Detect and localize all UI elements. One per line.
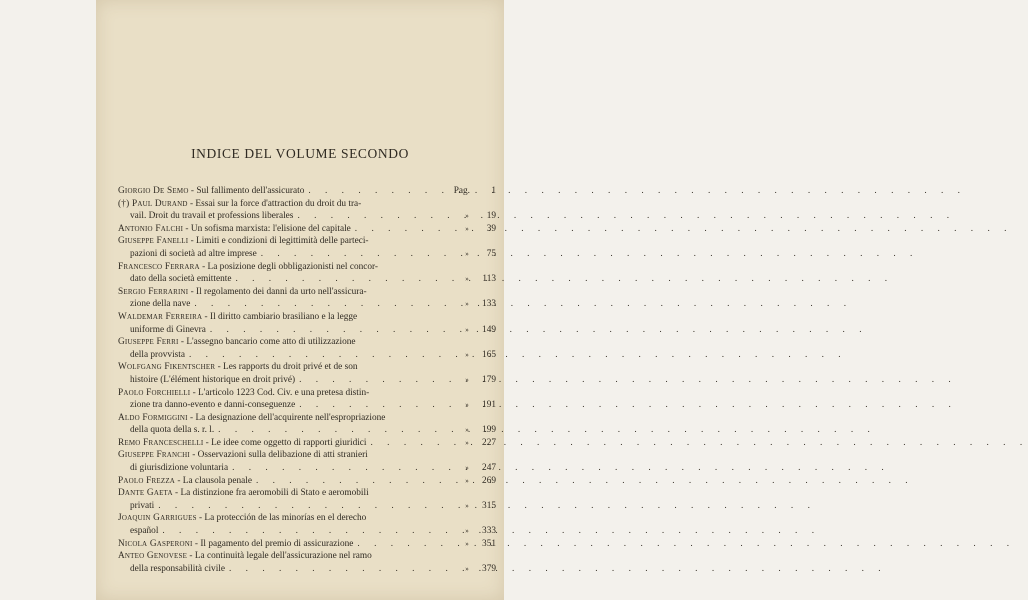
toc-title-text: di giurisdizione voluntaria	[130, 463, 229, 474]
ditto-mark: »	[465, 325, 469, 334]
toc-author: Giorgio De Semo	[118, 186, 189, 196]
ditto-mark: »	[465, 224, 469, 233]
toc-entry-text	[130, 525, 158, 538]
ditto-mark: »	[465, 275, 469, 284]
dot-leader	[225, 563, 460, 576]
toc-entry-line	[118, 437, 496, 450]
dot-leader	[257, 248, 460, 261]
toc-entry-line	[118, 286, 496, 299]
toc-entry-line	[118, 261, 496, 274]
toc-author: Giuseppe Franchi	[118, 450, 190, 461]
toc-title-text: - Essai sur la force d'attraction du droit du tra-	[187, 198, 362, 209]
page-number: 247	[482, 463, 496, 474]
toc-title-text: - La posizione degli obbligazionisti nel concor-	[199, 261, 379, 272]
toc-entry-line	[118, 512, 496, 525]
toc-author: Sergio Ferrarini	[118, 286, 189, 297]
toc-entry	[118, 223, 496, 236]
toc-title-text: español	[130, 526, 159, 537]
toc-entry-continuation	[118, 399, 496, 412]
toc-entry-text	[118, 437, 367, 450]
toc-title-text: - Limiti e condizioni di legittimità delle parteci-	[188, 236, 369, 247]
ditto-mark: »	[465, 350, 469, 359]
toc-entry-continuation	[118, 248, 496, 261]
ditto-mark: »	[465, 539, 469, 548]
toc-entry	[118, 387, 496, 412]
toc-title-text: della provvista	[130, 349, 185, 360]
ditto-mark: »	[465, 464, 469, 473]
dot-leader	[190, 298, 460, 311]
ditto-mark: »	[465, 501, 469, 510]
toc-entry-text	[118, 449, 368, 462]
toc-entry-text	[130, 248, 257, 261]
toc-entry-text	[118, 512, 366, 525]
toc-entry-text	[118, 361, 358, 374]
toc-entry	[118, 286, 496, 311]
toc-author: Antonio Falchi	[118, 223, 184, 234]
dot-leader	[214, 424, 460, 437]
toc-title-text: - La protección de las minorías en el derecho	[196, 513, 367, 524]
ditto-mark: »	[465, 426, 469, 435]
toc-entry-continuation	[118, 273, 496, 286]
toc-title-text: uniforme di Ginevra	[130, 324, 206, 335]
page-number: 315	[482, 500, 496, 511]
page-number: 179	[482, 374, 496, 385]
toc-title-text: - Les rapports du droit privé et de son	[215, 362, 358, 373]
toc-title-text: - Il pagamento del premio di assicurazione	[192, 538, 354, 549]
toc-entry-continuation	[118, 210, 496, 223]
dot-leader	[353, 538, 460, 551]
toc-entry-text	[130, 349, 185, 362]
toc-entry-line	[118, 311, 496, 324]
toc-title-text: vail. Droit du travail et professions liberales	[130, 211, 294, 222]
toc-entry	[118, 550, 496, 575]
toc-entry-text	[130, 210, 293, 223]
dot-leader	[158, 525, 460, 538]
toc-title-text: - La distinzione fra aeromobili di Stato e aeromobili	[172, 488, 369, 499]
toc-title-text: - L'assegno bancario come atto di utilizzazione	[178, 337, 356, 348]
toc-title-text: - Un sofisma marxista: l'elisione del capitale	[183, 223, 351, 234]
page-number: 1	[491, 186, 496, 196]
book-page	[96, 0, 504, 600]
ditto-mark: »	[465, 438, 469, 447]
toc-author: Waldemar Ferreira	[118, 311, 203, 322]
toc-entry	[118, 311, 496, 336]
ditto-mark: »	[465, 375, 469, 384]
toc-entry-continuation	[118, 424, 496, 437]
toc-entry	[118, 235, 496, 260]
toc-entry-line	[118, 198, 496, 211]
toc-entry-text	[130, 324, 206, 337]
toc-entry	[118, 449, 496, 474]
toc-entry-continuation	[118, 462, 496, 475]
page-number: 191	[482, 400, 496, 411]
toc-entry	[118, 261, 496, 286]
toc-entry-text	[130, 298, 190, 311]
toc-entry-continuation	[118, 563, 496, 576]
ditto-mark: »	[465, 249, 469, 258]
ditto-mark: »	[465, 564, 469, 573]
toc-entry	[118, 437, 496, 450]
toc-title-text: - La clausola penale	[175, 475, 252, 486]
toc-entry-text	[130, 563, 225, 576]
toc-entry	[118, 361, 496, 386]
toc-entry-text	[130, 462, 228, 475]
toc-entry-line	[118, 336, 496, 349]
toc-author: Dante Gaeta	[118, 488, 173, 499]
toc-entry-continuation	[118, 324, 496, 337]
dot-leader	[252, 475, 460, 488]
toc-entry-text	[118, 387, 369, 400]
toc-entry-continuation	[118, 298, 496, 311]
page-number: 165	[482, 349, 496, 360]
toc-title-text: della quota della s. r. l.	[130, 425, 215, 436]
page-number: 149	[482, 324, 496, 335]
toc-author: Nicola Gasperoni	[118, 538, 193, 549]
ditto-mark: »	[465, 401, 469, 410]
toc-entry-text	[118, 550, 372, 563]
toc-entry-line	[118, 538, 496, 551]
toc-title-text: zione della nave	[130, 299, 191, 310]
toc-entry-text	[118, 336, 356, 349]
toc-entry-line	[118, 412, 496, 425]
toc-author: Giuseppe Fanelli	[118, 236, 189, 247]
toc-entry-text	[118, 235, 369, 248]
toc-author: Remo Franceschelli	[118, 437, 204, 448]
dot-leader	[351, 223, 460, 236]
toc-author: Paolo Frezza	[118, 475, 176, 486]
page-number: 227	[482, 437, 496, 448]
toc-title-text: zione tra danno-evento e danni-conseguenze	[130, 400, 296, 411]
toc-title-text: - Osservazioni sulla delibazione di atti stranieri	[189, 450, 368, 461]
toc-title-text: - Sul fallimento dell'assicurato	[188, 186, 305, 196]
toc-title-text: - Il regolamento dei danni da urto nell'assicura-	[188, 286, 367, 297]
toc-title-text: - L'articolo 1223 Cod. Civ. e una pretesa distin-	[190, 387, 370, 398]
toc-entry-line	[118, 475, 496, 488]
table-of-contents	[118, 185, 496, 575]
toc-entry-continuation	[118, 500, 496, 513]
page-number: 75	[486, 248, 496, 259]
ditto-mark: »	[465, 212, 469, 221]
toc-entry-line	[118, 449, 496, 462]
dot-leader	[295, 399, 460, 412]
toc-author: Aldo Formiggini	[118, 412, 188, 423]
toc-entry	[118, 412, 496, 437]
toc-entry-text	[118, 487, 369, 500]
ditto-mark: »	[465, 527, 469, 536]
toc-title-text: - Le idee come oggetto di rapporti giuridici	[203, 437, 367, 448]
page-number: 113	[482, 274, 496, 285]
toc-entry-text	[118, 311, 357, 324]
dot-leader	[185, 349, 460, 362]
page-number: 19	[486, 211, 496, 222]
toc-entry-text	[118, 538, 353, 551]
toc-entry-text	[130, 374, 295, 387]
toc-entry-line	[118, 487, 496, 500]
toc-title-text: privati	[130, 500, 155, 511]
toc-entry	[118, 538, 496, 551]
toc-entry	[118, 336, 496, 361]
toc-entry-text	[118, 475, 252, 488]
toc-title-text: histoire (L'élément historique en droit privé)	[130, 374, 296, 385]
page-number: 351	[482, 538, 496, 549]
page-number: 199	[482, 425, 496, 436]
toc-entry-text	[118, 185, 304, 198]
toc-author: Wolfgang Fikentscher	[118, 362, 216, 373]
dot-leader	[231, 273, 460, 286]
page-number: 333	[482, 526, 496, 537]
toc-entry	[118, 487, 496, 512]
toc-entry	[118, 185, 496, 198]
toc-entry-text	[118, 261, 378, 274]
toc-entry-line	[118, 223, 496, 236]
toc-entry	[118, 512, 496, 537]
toc-entry-text	[130, 273, 231, 286]
toc-entry	[118, 475, 496, 488]
toc-entry-line	[118, 387, 496, 400]
toc-title-text: della responsabilità civile	[130, 563, 226, 574]
dot-leader	[293, 210, 460, 223]
page-label: Pag.	[453, 186, 470, 196]
dot-leader	[154, 500, 460, 513]
toc-entry-text	[118, 198, 361, 211]
toc-author: Francesco Ferrara	[118, 261, 200, 272]
toc-entry-line	[118, 235, 496, 248]
ditto-mark: »	[465, 476, 469, 485]
toc-title-text: dato della società emittente	[130, 274, 232, 285]
toc-entry	[118, 198, 496, 223]
page-number: 269	[482, 475, 496, 486]
page-title: INDICE DEL VOLUME SECONDO	[191, 146, 409, 161]
toc-entry-continuation	[118, 374, 496, 387]
toc-title-text: - La continuità legale dell'assicurazione nel ramo	[187, 551, 372, 562]
ditto-mark: »	[465, 300, 469, 309]
toc-entry-text	[130, 424, 214, 437]
dot-leader	[206, 324, 460, 337]
toc-author: (†) Paul Durand	[118, 198, 188, 209]
toc-author: Joaquin Garrigues	[118, 513, 197, 524]
toc-author: Paolo Forchielli	[118, 387, 191, 398]
toc-entry-text	[118, 223, 351, 236]
dot-leader	[304, 185, 453, 198]
toc-author: Anteo Genovese	[118, 551, 188, 562]
dot-leader	[228, 462, 460, 475]
toc-entry-continuation	[118, 349, 496, 362]
dot-leader	[367, 437, 460, 450]
dot-leader	[295, 374, 460, 387]
page-number: 39	[486, 223, 496, 234]
toc-entry-text	[130, 399, 295, 412]
toc-entry-continuation	[118, 525, 496, 538]
toc-title-text: pazioni di società ad altre imprese	[130, 248, 257, 259]
toc-entry-line	[118, 361, 496, 374]
toc-entry-line	[118, 550, 496, 563]
toc-title-text: - La designazione dell'acquirente nell'espropriazione	[187, 412, 386, 423]
toc-entry-text	[130, 500, 154, 513]
toc-entry-text	[118, 286, 367, 299]
page-number: 379	[482, 563, 496, 574]
toc-entry-line	[118, 185, 496, 198]
toc-author: Giuseppe Ferri	[118, 337, 179, 348]
toc-entry-text	[118, 412, 385, 425]
page-number: 133	[482, 299, 496, 310]
toc-title-text: - Il diritto cambiario brasiliano e la legge	[202, 311, 358, 322]
